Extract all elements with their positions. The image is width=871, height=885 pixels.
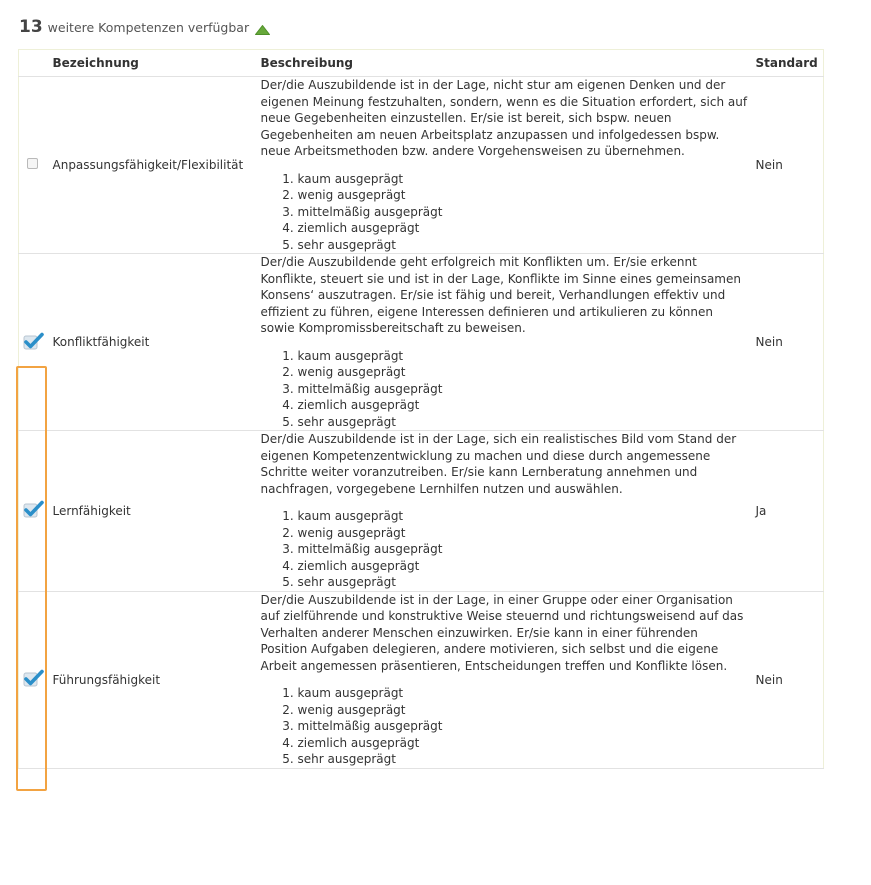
competency-description: Der/die Auszubildende ist in der Lage, sich ein realistisches Bild vom Stand der eigenen Kompetenzentwicklung zu machen und diese durch angemessene Schritte weiter voranzutreiben. Er/sie kann Lernberatung annehmen und nachfragen, vorgegebene Lernhilfen nutzen und auswählen. bbox=[260, 432, 737, 496]
competency-name: Anpassungsfähigkeit/Flexibilität bbox=[49, 77, 257, 254]
level-item: 5. sehr ausgeprägt bbox=[298, 751, 748, 768]
row-checkbox-cell bbox=[19, 254, 49, 431]
competency-name: Konfliktfähigkeit bbox=[49, 254, 257, 431]
competency-description: Der/die Auszubildende ist in der Lage, in einer Gruppe oder einer Organisation auf zielführende und konstruktive Weise steuernd und richtungsweisend auf das Verhalten anderer Menschen einzuwirken. Er/sie kann in einer führenden Position Aufgaben delegieren, andere motivieren, sich selbst und die eigene Arbeit angemessen präsentieren, Entscheidungen treffen und Konflikte lösen. bbox=[260, 592, 744, 673]
level-item: 3. mittelmäßig ausgeprägt bbox=[298, 718, 748, 735]
column-header-name[interactable]: Bezeichnung bbox=[49, 50, 257, 77]
level-item: 3. mittelmäßig ausgeprägt bbox=[298, 541, 748, 558]
competency-levels bbox=[261, 348, 748, 431]
level-item: 5. sehr ausgeprägt bbox=[298, 237, 748, 254]
competency-name: Führungsfähigkeit bbox=[49, 591, 257, 768]
level-item: 2. wenig ausgeprägt bbox=[298, 702, 748, 719]
level-item: 2. wenig ausgeprägt bbox=[298, 187, 748, 204]
competency-description: Der/die Auszubildende ist in der Lage, nicht stur am eigenen Denken und der eigenen Meinung festzuhalten, sondern, wenn es die Situation erfordert, sich auf neue Gegebenheiten einzustellen. Er/sie ist bereit, sich bspw. neuen Gegebenheiten am neuen Arbeitsplatz anzupassen und infolgedessen bspw. neue Arbeitsmethoden bzw. andere Vorgehensweisen zu übernehmen. bbox=[260, 78, 748, 158]
level-item: 4. ziemlich ausgeprägt bbox=[298, 558, 748, 575]
competency-description: Der/die Auszubildende geht erfolgreich mit Konflikten um. Er/sie erkennt Konflikte, steuert sie und ist in der Lage, Konflikte im Sinne eines gemeinsamen Konsens‘ auszutragen. Er/sie ist fähig und bereit, Verhandlungen effektiv und effizient zu führen, eigene Interessen definieren und artikulieren zu können sowie Kompromissbereitschaft zu beweisen. bbox=[260, 255, 741, 335]
row-checkbox-cell bbox=[19, 77, 49, 254]
column-header-description[interactable]: Beschreibung bbox=[257, 50, 752, 77]
competency-description-cell bbox=[257, 591, 752, 768]
level-item: 5. sehr ausgeprägt bbox=[298, 574, 748, 591]
competency-rows bbox=[19, 77, 824, 769]
competency-standard: Nein bbox=[752, 591, 824, 768]
competency-standard: Ja bbox=[752, 431, 824, 592]
competency-table bbox=[18, 49, 824, 769]
level-item: 1. kaum ausgeprägt bbox=[298, 171, 748, 188]
row-checkbox-cell bbox=[19, 591, 49, 768]
level-item: 2. wenig ausgeprägt bbox=[298, 525, 748, 542]
competency-count-header bbox=[19, 15, 271, 39]
column-header-standard[interactable]: Standard bbox=[752, 50, 824, 77]
competency-standard: Nein bbox=[752, 254, 824, 431]
header-checkbox-cell bbox=[19, 50, 49, 77]
level-item: 2. wenig ausgeprägt bbox=[298, 364, 748, 381]
competency-levels bbox=[261, 508, 748, 591]
level-item: 4. ziemlich ausgeprägt bbox=[298, 220, 748, 237]
level-item: 1. kaum ausgeprägt bbox=[298, 508, 748, 525]
level-item: 1. kaum ausgeprägt bbox=[298, 685, 748, 702]
level-item: 4. ziemlich ausgeprägt bbox=[298, 397, 748, 414]
row-checkbox-cell bbox=[19, 431, 49, 592]
checked-checkbox-icon[interactable] bbox=[23, 499, 45, 519]
table-row[interactable] bbox=[19, 77, 824, 254]
table-header-row bbox=[19, 50, 824, 77]
unchecked-checkbox-icon[interactable] bbox=[27, 158, 38, 169]
competency-count-label: weitere Kompetenzen verfügbar bbox=[47, 19, 250, 35]
competency-levels bbox=[261, 171, 748, 254]
level-item: 1. kaum ausgeprägt bbox=[298, 348, 748, 365]
competency-description-cell bbox=[257, 77, 752, 254]
checked-checkbox-icon[interactable] bbox=[23, 668, 45, 688]
competency-name: Lernfähigkeit bbox=[49, 431, 257, 592]
competency-standard: Nein bbox=[752, 77, 824, 254]
competency-count: 13 bbox=[19, 17, 43, 37]
competency-description-cell bbox=[257, 254, 752, 431]
table-row[interactable] bbox=[19, 591, 824, 768]
table-row[interactable] bbox=[19, 431, 824, 592]
checked-checkbox-icon[interactable] bbox=[23, 331, 45, 351]
competency-levels bbox=[261, 685, 748, 768]
competency-description-cell bbox=[257, 431, 752, 592]
level-item: 3. mittelmäßig ausgeprägt bbox=[298, 204, 748, 221]
level-item: 3. mittelmäßig ausgeprägt bbox=[298, 381, 748, 398]
table-row[interactable] bbox=[19, 254, 824, 431]
level-item: 4. ziemlich ausgeprägt bbox=[298, 735, 748, 752]
triangle-up-icon[interactable] bbox=[254, 21, 271, 33]
level-item: 5. sehr ausgeprägt bbox=[298, 414, 748, 431]
